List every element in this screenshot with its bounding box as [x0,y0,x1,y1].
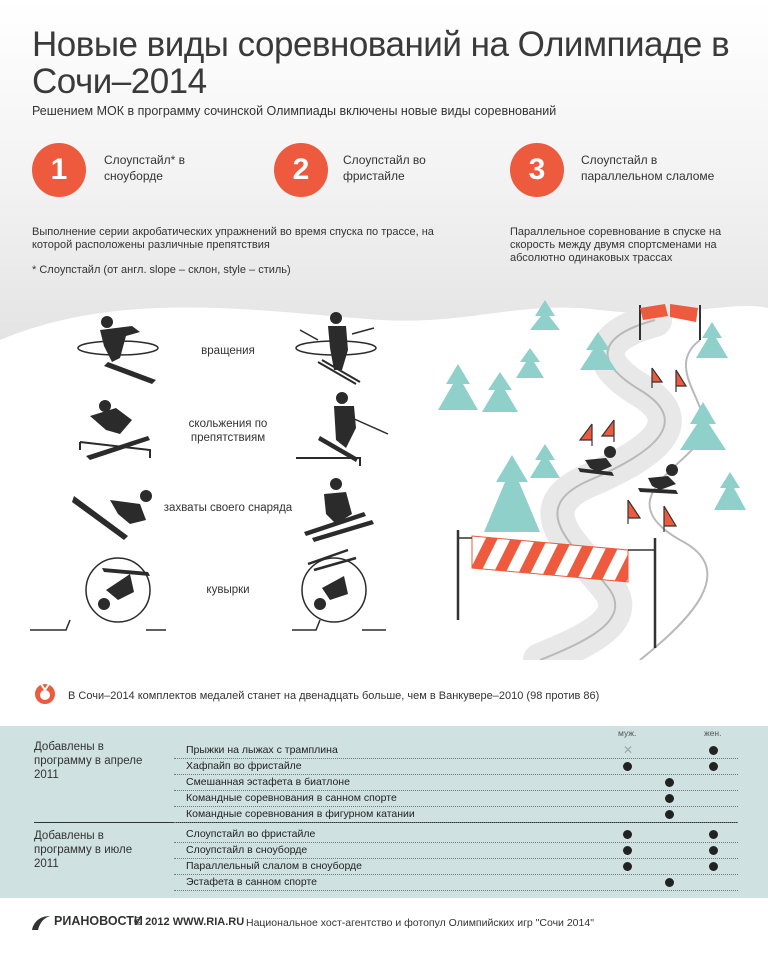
item-number-3: 3 [510,143,564,197]
skier-rail [296,392,388,466]
medal-icon [34,683,56,705]
snowboarder-flip [30,558,166,630]
snowboarder-rail [80,400,150,460]
event-name: Прыжки на лыжах с трамплина [186,744,338,756]
trick-label-grabs: захваты своего снаряда [163,502,293,514]
agency-note: Национальное хост-агентство и фотопул Олимпийских игр "Сочи 2014" [246,917,594,929]
event-name: Хафпайп во фристайле [186,760,302,772]
women-event-dot [709,762,718,771]
men-event-dot [623,830,632,839]
trick-label-flips: кувырки [206,584,250,596]
skier-flip [292,550,386,630]
mixed-event-dot [665,794,674,803]
men-event-dot [623,762,632,771]
item-label-2: Слоупстайл во фристайле [343,153,426,183]
medal-note: В Сочи–2014 комплектов медалей станет на двенадцать больше, чем в Ванкувере–2010 (98 против 86) [68,690,600,702]
women-event-dot [709,830,718,839]
mixed-event-dot [665,878,674,887]
mixed-event-dot [665,778,674,787]
women-event-dot [709,746,718,755]
men-event-cross-icon: ✕ [623,743,634,757]
description-slalom: Параллельное соревнование в спуске на скорость между двумя спортсменами на абсолютно одинаковых трассах [510,226,722,264]
item-label-3: Слоупстайл в параллельном слаломе [581,153,715,183]
column-men: муж. [618,728,637,738]
trick-label-rails: скольжения по препятствиям [188,418,268,444]
item-number-2: 2 [274,143,328,197]
group-label-july: Добавлены в программу в июле 2011 [34,830,133,870]
women-event-dot [709,846,718,855]
footnote: * Слоупстайл (от англ. slope – склон, style – стиль) [32,264,291,276]
men-event-dot [623,862,632,871]
event-name: Слоупстайл во фристайле [186,828,316,840]
snowboarder-grab [72,490,152,540]
event-name: Параллельный слалом в сноуборде [186,860,363,872]
event-name: Командные соревнования в фигурном катании [186,808,415,820]
event-name: Смешанная эстафета в биатлоне [186,776,350,788]
trick-label-spins: вращения [201,345,255,357]
copyright: © 2012 WWW.RIA.RU [134,916,245,928]
women-event-dot [709,862,718,871]
item-label-1: Слоупстайл* в сноуборде [104,153,185,183]
item-number-1: 1 [32,143,86,197]
event-name: Эстафета в санном спорте [186,876,317,888]
skier-grab [304,478,374,542]
men-event-dot [623,846,632,855]
ria-logo: РИАНОВОСТИ [54,914,143,928]
row-divider [174,822,738,823]
page-subtitle: Решением МОК в программу сочинской Олимпиады включены новые виды соревнований [32,104,557,118]
page-title: Новые виды соревнований на Олимпиаде в Сочи–2014 [32,25,730,101]
event-name: Слоупстайл в сноуборде [186,844,308,856]
row-divider [174,890,738,891]
group-label-april: Добавлены в программу в апреле 2011 [34,741,143,781]
ria-logo-icon [30,914,52,932]
illustration-scene [0,300,768,660]
event-name: Командные соревнования в санном спорте [186,792,397,804]
mixed-event-dot [665,810,674,819]
description-slopestyle: Выполнение серии акробатических упражнений во время спуска по трассе, на которой расположены различные препятствия [32,226,434,251]
column-women: жен. [704,728,722,738]
skier-spin [296,312,376,384]
snowboarder-spin [78,316,158,384]
slalom-course [458,304,707,660]
